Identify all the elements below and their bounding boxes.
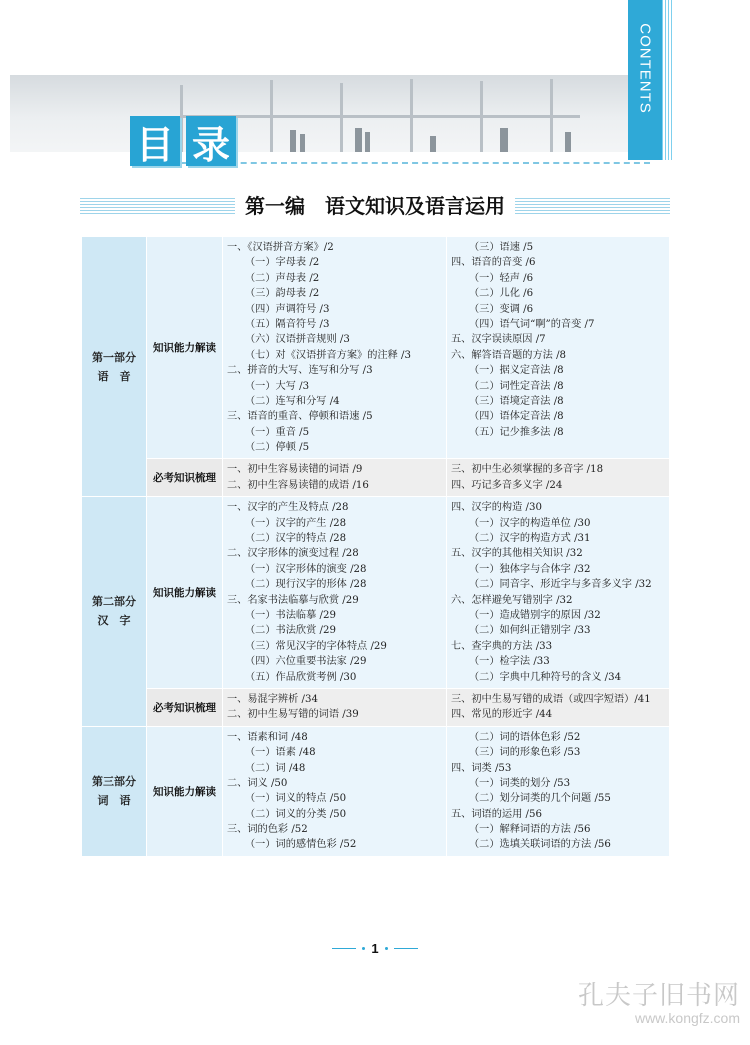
toc-subentry[interactable]: （五）隔音符号 /3 xyxy=(245,318,330,330)
toc-column-left xyxy=(223,237,447,459)
part-label-line: 汉 字 xyxy=(97,614,131,628)
toc-column-right xyxy=(447,237,670,459)
toc-subentry[interactable]: （三）常见汉字的字体特点 /29 xyxy=(245,640,387,652)
toc-subentry[interactable]: （五）记少推多法 /8 xyxy=(469,426,564,438)
toc-column-left xyxy=(223,497,447,689)
toc-subentry[interactable]: （四）语气词“啊”的音变 /7 xyxy=(469,318,595,330)
toc-subentry[interactable]: （一）据义定音法 /8 xyxy=(469,365,564,377)
toc-entry[interactable]: 一、汉字的产生及特点 /28 xyxy=(227,502,349,514)
toc-subentry[interactable]: （一）词义的特点 /50 xyxy=(245,793,347,805)
toc-column-right xyxy=(447,459,670,497)
part-label xyxy=(82,497,147,726)
toc-entry[interactable]: 三、语音的重音、停顿和语速 /5 xyxy=(227,411,373,423)
toc-subentry[interactable]: （二）汉字的特点 /28 xyxy=(245,533,347,545)
toc-subentry[interactable]: （一）解释词语的方法 /56 xyxy=(469,824,591,836)
part-label-line: 词 语 xyxy=(97,794,131,808)
toc-subentry[interactable]: （二）停顿 /5 xyxy=(245,442,310,454)
section-title: 第一编 语文知识及语言运用 xyxy=(235,190,515,219)
category-label: 必考知识梳理 xyxy=(147,688,223,726)
toc-entry[interactable]: 二、拼音的大写、连写和分写 /3 xyxy=(227,365,373,377)
contents-label: CONTENTS xyxy=(636,23,654,114)
header-banner-image xyxy=(10,75,650,170)
toc-subentry[interactable]: （一）大写 /3 xyxy=(245,380,310,392)
watermark-url: www.kongfz.com xyxy=(634,1010,740,1026)
toc-entry[interactable]: 一、《汉语拼音方案》/2 xyxy=(227,242,334,253)
toc-subentry[interactable]: （二）词 /48 xyxy=(245,762,306,774)
toc-entry[interactable]: 三、初中生必须掌握的多音字 /18 xyxy=(451,464,604,476)
toc-subentry[interactable]: （二）划分词类的几个问题 /55 xyxy=(469,793,611,805)
toc-entry[interactable]: 二、汉字形体的演变过程 /28 xyxy=(227,548,359,560)
toc-row xyxy=(82,688,670,726)
contents-tab xyxy=(628,0,662,160)
page-title-char: 录 xyxy=(186,116,236,166)
toc-entry[interactable]: 六、解答语音题的方法 /8 xyxy=(451,349,567,361)
toc-entry[interactable]: 四、语音的音变 /6 xyxy=(451,257,536,269)
toc-subentry[interactable]: （六）汉语拼音规则 /3 xyxy=(245,334,350,346)
toc-entry[interactable]: 七、查字典的方法 /33 xyxy=(451,640,553,652)
toc-column-left xyxy=(223,726,447,856)
category-label: 必考知识梳理 xyxy=(147,459,223,497)
toc-row xyxy=(82,726,670,856)
toc-subentry[interactable]: （二）现行汉字的形体 /28 xyxy=(245,579,367,591)
toc-subentry[interactable]: （二）声母表 /2 xyxy=(245,272,320,284)
toc-entry[interactable]: 一、易混字辨析 /34 xyxy=(227,693,318,705)
toc-entry[interactable]: 四、汉字的构造 /30 xyxy=(451,502,542,514)
part-label-line: 第三部分 xyxy=(92,775,136,789)
toc-subentry[interactable]: （一）重音 /5 xyxy=(245,426,310,438)
toc-subentry[interactable]: （二）选填关联词语的方法 /56 xyxy=(469,839,611,851)
toc-subentry[interactable]: （二）如何纠正错别字 /33 xyxy=(469,625,591,637)
toc-subentry[interactable]: （一）词的感情色彩 /52 xyxy=(245,839,357,851)
toc-entry[interactable]: 二、初中生易写错的词语 /39 xyxy=(227,709,359,721)
toc-subentry[interactable]: （三）语速 /5 xyxy=(469,242,534,253)
toc-entry[interactable]: 四、常见的形近字 /44 xyxy=(451,709,553,721)
toc-subentry[interactable]: （二）汉字的构造方式 /31 xyxy=(469,533,591,545)
toc-entry[interactable]: 五、词语的运用 /56 xyxy=(451,808,542,820)
part-label-line: 第二部分 xyxy=(92,595,136,609)
category-label: 知识能力解读 xyxy=(147,237,223,459)
toc-subentry[interactable]: （三）韵母表 /2 xyxy=(245,288,320,300)
toc-subentry[interactable]: （二）儿化 /6 xyxy=(469,288,534,300)
part-label-line: 语 音 xyxy=(97,369,131,383)
toc-subentry[interactable]: （二）书法欣赏 /29 xyxy=(245,625,336,637)
part-label-line: 第一部分 xyxy=(92,350,136,364)
toc-entry[interactable]: 六、怎样避免写错别字 /32 xyxy=(451,594,573,606)
toc-column-left xyxy=(223,459,447,497)
toc-subentry[interactable]: （四）六位重要书法家 /29 xyxy=(245,656,367,668)
toc-entry[interactable]: 二、词义 /50 xyxy=(227,777,288,789)
toc-subentry[interactable]: （一）字母表 /2 xyxy=(245,257,320,269)
toc-entry[interactable]: 一、语素和词 /48 xyxy=(227,731,308,743)
toc-entry[interactable]: 一、初中生容易读错的词语 /9 xyxy=(227,464,363,476)
toc-subentry[interactable]: （一）汉字形体的演变 /28 xyxy=(245,563,367,575)
toc-subentry[interactable]: （三）变调 /6 xyxy=(469,303,534,315)
toc-entry[interactable]: 三、名家书法临摹与欣赏 /29 xyxy=(227,594,359,606)
page-title xyxy=(130,116,238,168)
category-label: 知识能力解读 xyxy=(147,497,223,689)
part-label xyxy=(82,237,147,497)
toc-subentry[interactable]: （二）连写和分写 /4 xyxy=(245,395,340,407)
toc-subentry[interactable]: （一）语素 /48 xyxy=(245,747,316,759)
toc-row xyxy=(82,237,670,459)
toc-subentry[interactable]: （七）对《汉语拼音方案》的注释 /3 xyxy=(245,349,411,361)
toc-subentry[interactable]: （二）词性定音法 /8 xyxy=(469,380,564,392)
toc-subentry[interactable]: （一）独体字与合体字 /32 xyxy=(469,563,591,575)
toc-subentry[interactable]: （一）汉字的产生 /28 xyxy=(245,517,347,529)
page-title-char: 目 xyxy=(130,116,180,166)
toc-subentry[interactable]: （二）字典中几种符号的含义 /34 xyxy=(469,671,622,683)
toc-subentry[interactable]: （二）词的语体色彩 /52 xyxy=(469,731,581,743)
page-footer xyxy=(0,938,750,958)
toc-entry[interactable]: 四、巧记多音多义字 /24 xyxy=(451,479,563,491)
section-title-bar xyxy=(80,192,670,220)
toc-table xyxy=(81,236,670,857)
toc-entry[interactable]: 四、词类 /53 xyxy=(451,762,512,774)
toc-subentry[interactable]: （三）词的形象色彩 /53 xyxy=(469,747,581,759)
watermark-text: 孔夫子旧书网 xyxy=(577,981,740,1011)
part-label xyxy=(82,726,147,856)
toc-column-left xyxy=(223,688,447,726)
toc-column-right xyxy=(447,688,670,726)
toc-subentry[interactable]: （四）语体定音法 /8 xyxy=(469,411,564,423)
toc-subentry[interactable]: （一）汉字的构造单位 /30 xyxy=(469,517,591,529)
category-label: 知识能力解读 xyxy=(147,726,223,856)
toc-subentry[interactable]: （四）声调符号 /3 xyxy=(245,303,330,315)
toc-entry[interactable]: 五、汉字误读原因 /7 xyxy=(451,334,546,346)
toc-subentry[interactable]: （一）造成错别字的原因 /32 xyxy=(469,609,601,621)
toc-entry[interactable]: 五、汉字的其他相关知识 /32 xyxy=(451,548,583,560)
toc-subentry[interactable]: （一）检字法 /33 xyxy=(469,656,550,668)
toc-entry[interactable]: 三、词的色彩 /52 xyxy=(227,824,308,836)
toc-subentry[interactable]: （五）作品欣赏考例 /30 xyxy=(245,671,357,683)
toc-subentry[interactable]: （二）词义的分类 /50 xyxy=(245,808,347,820)
toc-subentry[interactable]: （一）轻声 /6 xyxy=(469,272,534,284)
page-number: 1 xyxy=(371,940,379,956)
toc-subentry[interactable]: （二）同音字、形近字与多音多义字 /32 xyxy=(469,579,652,591)
toc-column-right xyxy=(447,726,670,856)
watermark xyxy=(560,975,740,1026)
toc-subentry[interactable]: （三）语境定音法 /8 xyxy=(469,395,564,407)
contents-stripes xyxy=(662,0,672,160)
toc-entry[interactable]: 二、初中生容易读错的成语 /16 xyxy=(227,479,369,491)
toc-row xyxy=(82,459,670,497)
toc-subentry[interactable]: （一）书法临摹 /29 xyxy=(245,609,336,621)
toc-entry[interactable]: 三、初中生易写错的成语（或四字短语）/41 xyxy=(451,693,651,705)
toc-row xyxy=(82,497,670,689)
toc-subentry[interactable]: （一）词类的划分 /53 xyxy=(469,777,571,789)
toc-column-right xyxy=(447,497,670,689)
